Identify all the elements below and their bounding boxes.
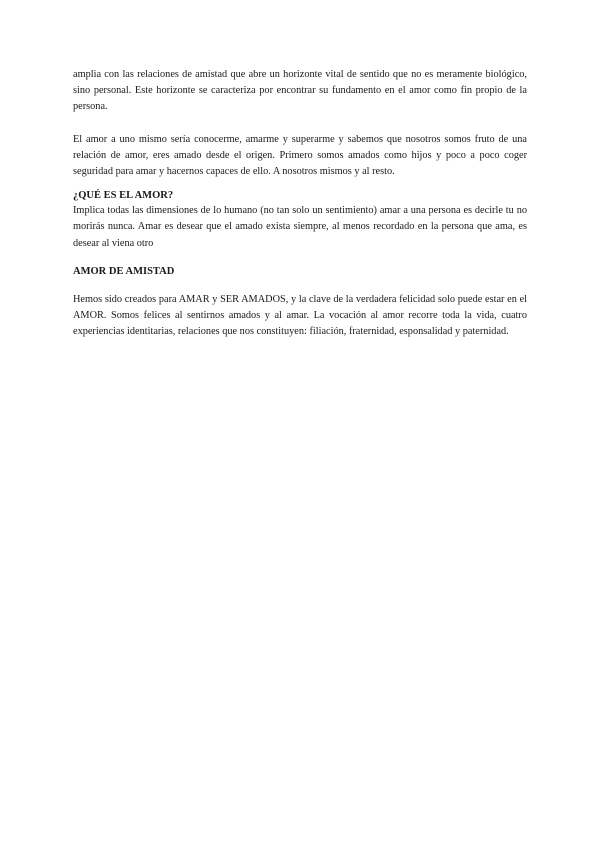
what-is-love-paragraph: Implica todas las dimensiones de lo humano (no tan solo un sentimiento) amar a una persona es decirle tu no morirás nunca. Amar es desear que el amado exista siempre, al menos recordado en la persona que ama, es desear al viena otro: [73, 205, 527, 249]
paragraph-spacer: [73, 280, 527, 292]
paragraph-spacer: [73, 116, 527, 132]
what-is-love-heading: ¿QUÉ ES EL AMOR?: [73, 190, 174, 202]
intro-paragraph: amplia con las relaciones de amistad que abre un horizonte vital de sentido que no es meramente biológico, sino personal. Este horizonte se caracteriza por encontrar su fundamento en el amor como fin propio de la persona.: [73, 69, 527, 113]
paragraph-spacer: [73, 252, 527, 264]
friendship-paragraph: Hemos sido creados para AMAR y SER AMADOS, y la clave de la verdadera felicidad solo puede estar en el AMOR. Somos felices al sentirnos amados y al amar. La vocación al amor recorre toda la vida, cuatro experiencias identitarias, relaciones que nos constituyen: filiación, fraternidad, esponsalidad y paternidad.: [73, 293, 527, 338]
paragraph-spacer: [73, 180, 527, 189]
document-body: [73, 67, 527, 340]
self-love-paragraph: El amor a uno mismo sería conocerme, amarme y superarme y sabemos que nosotros somos fruto de una relación de amor, eres amado desde el origen. Primero somos amados como hijos y poco a poco coger seguridad para amar y hacernos capaces de ello. A nosotros mismos y al resto.: [73, 133, 527, 178]
friendship-love-heading: AMOR DE AMISTAD: [73, 265, 175, 277]
